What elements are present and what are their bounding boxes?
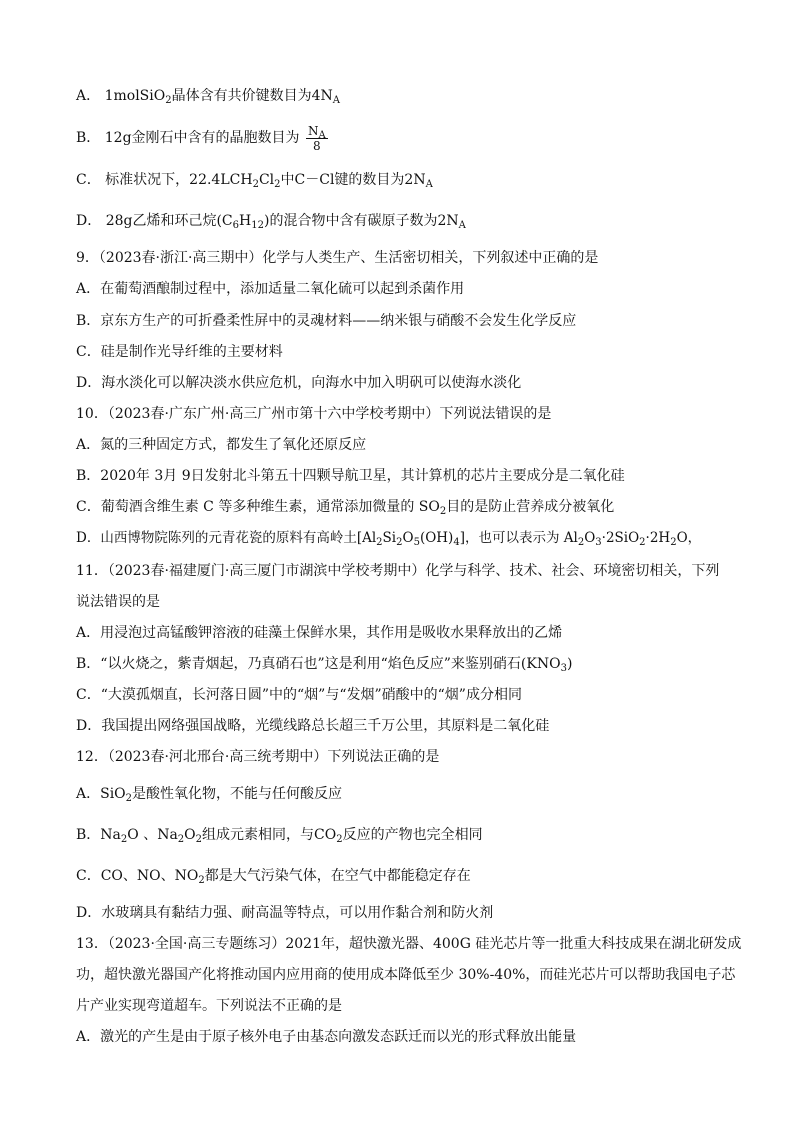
q9-option-b[interactable]: B．京东方生产的可折叠柔性屏中的灵魂材料——纳米银与硝酸不会发生化学反应 (76, 313, 577, 329)
q13-stem-line1: 13．（2023·全国·高三专题练习）2021年，超快激光器、400G 硅光芯片等一批重大科技成果在湖北研发成 (76, 936, 742, 952)
q10-option-d[interactable]: D．山西博物院陈列的元青花瓷的原料有高岭土$[Al_2Si_2O_5(OH)_4]$，也可以表示为 $Al_2O_3\cdot 2SiO_2\cdot 2H_2O$， (76, 530, 702, 548)
q12-option-b[interactable]: B．$Na_2O$ 、$Na_2O_2$组成元素相同，与$CO_2$反应的产物也完全相同 (76, 827, 483, 845)
q8-option-d[interactable]: D． 28g乙烯和环己烷$(C_6H_{12})$的混合物中含有碳原子数为$2N_A$ (76, 213, 466, 231)
q8-option-c[interactable]: C． 标准状况下，$22.4LCH_2Cl_2$中C－Cl键的数目为$2N_A$ (76, 172, 433, 190)
q10-stem: 10．（2023春·广东广州·高三广州市第十六中学校考期中）下列说法错误的是 (76, 406, 552, 422)
q11-option-c[interactable]: C．“大漠孤烟直，长河落日圆”中的“烟”与“发烟”硝酸中的“烟”成分相同 (76, 687, 522, 703)
q8-option-a[interactable]: A． 1molSiO$_2$晶体含有共价键数目为$4N_A$ (76, 88, 340, 106)
q8-option-b[interactable]: B． 12g金刚石中含有的晶胞数目为 $\frac{N_A}{8}$ (76, 123, 326, 153)
q9-option-c[interactable]: C．硅是制作光导纤维的主要材料 (76, 344, 283, 360)
q11-option-a[interactable]: A．用浸泡过高锰酸钾溶液的硅藻土保鲜水果，其作用是吸收水果释放出的乙烯 (76, 625, 563, 641)
q11-stem-line1: 11．（2023春·福建厦门·高三厦门市湖滨中学校考期中）化学与科学、技术、社会、环境密切相关，下列 (76, 563, 720, 579)
q11-option-d[interactable]: D．我国提出网络强国战略，光缆线路总长超三千万公里，其原料是二氧化硅 (76, 718, 550, 734)
q10-option-a[interactable]: A．氮的三种固定方式，都发生了氧化还原反应 (76, 437, 367, 453)
q13-option-a[interactable]: A．激光的产生是由于原子核外电子由基态向激发态跃迁而以光的形式释放出能量 (76, 1029, 577, 1045)
q12-option-d[interactable]: D．水玻璃具有黏结力强、耐高温等特点，可以用作黏合剂和防火剂 (76, 905, 494, 921)
q13-stem-line3: 片产业实现弯道超车。下列说法不正确的是 (76, 998, 342, 1014)
q12-option-c[interactable]: C．CO、NO、$NO_2$都是大气污染气体，在空气中都能稳定存在 (76, 868, 471, 886)
q9-stem: 9．（2023春·浙江·高三期中）化学与人类生产、生活密切相关，下列叙述中正确的是 (76, 250, 599, 266)
q10-option-c[interactable]: C．葡萄酒含维生素 C 等多种维生素，通常添加微量的 $SO_2$目的是防止营养成分被氧化 (76, 499, 615, 517)
q11-stem-line2: 说法错误的是 (76, 594, 160, 610)
q10-option-b[interactable]: B．2020年 3月 9日发射北斗第五十四颗导航卫星，其计算机的芯片主要成分是二氧化硅 (76, 468, 625, 484)
q12-option-a[interactable]: A．SiO$_2$是酸性氧化物，不能与任何酸反应 (76, 786, 343, 804)
q13-stem-line2: 功，超快激光器国产化将推动国内应用商的使用成本降低至少 30%-40%，而硅光芯片可以帮助我国电子芯 (76, 967, 736, 983)
q11-option-b[interactable]: B．“以火烧之，紫青烟起，乃真硝石也”这是利用“焰色反应”来鉴别硝石$(KNO_3)$ (76, 656, 573, 674)
q9-option-a[interactable]: A．在葡萄酒酿制过程中，添加适量二氧化硫可以起到杀菌作用 (76, 281, 465, 297)
fraction-na-over-8: $\frac{N_A}{8}$ (307, 123, 326, 153)
q12-stem: 12．（2023春·河北邢台·高三统考期中）下列说法正确的是 (76, 749, 440, 765)
q9-option-d[interactable]: D．海水淡化可以解决淡水供应危机，向海水中加入明矾可以使海水淡化 (76, 375, 522, 391)
